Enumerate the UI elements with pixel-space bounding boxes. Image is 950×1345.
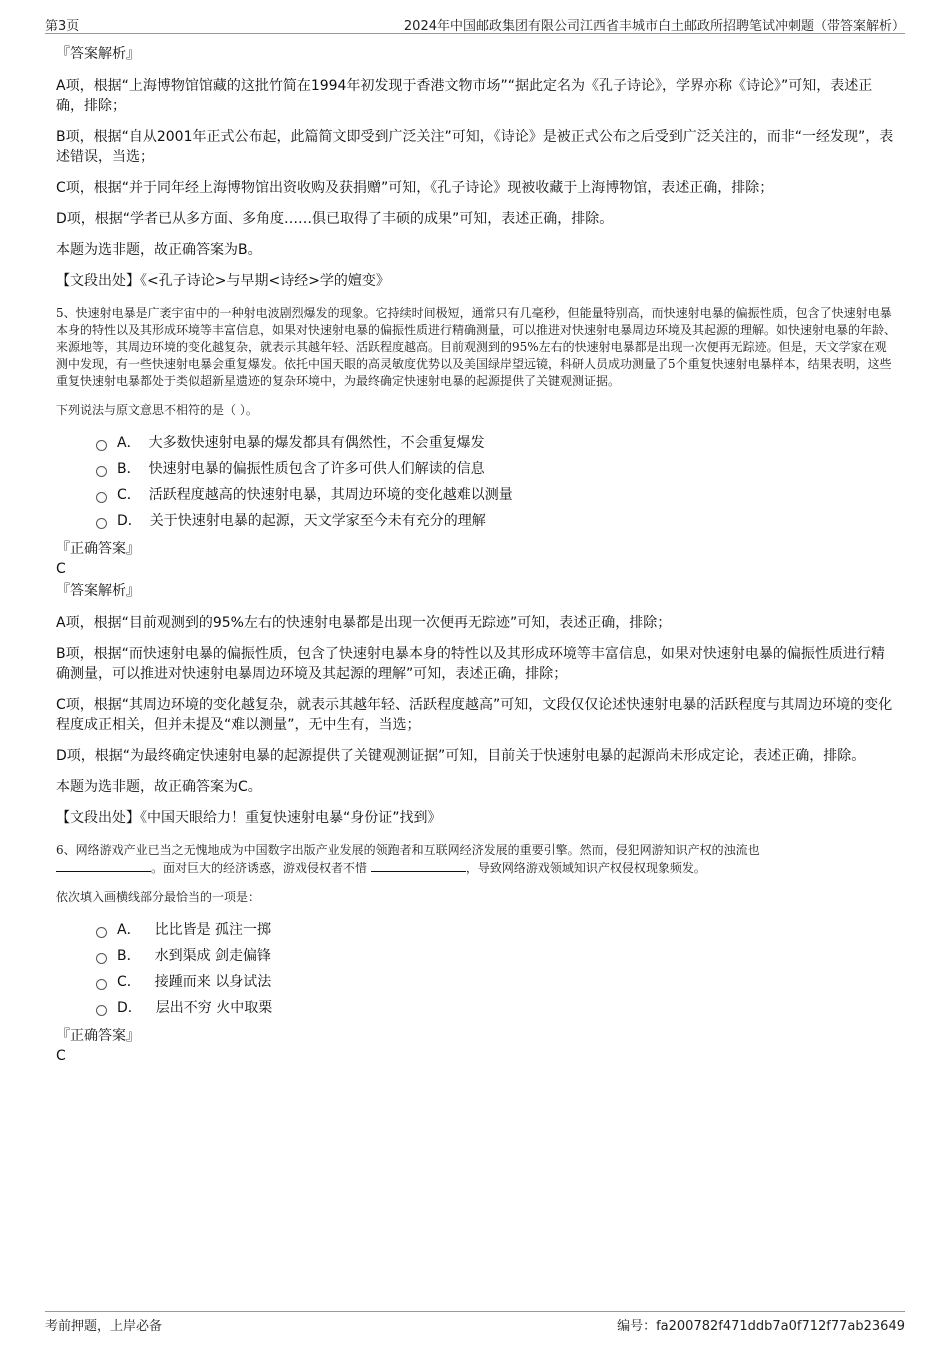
footer-slogan: 考前押题，上岸必备 <box>45 1319 163 1334</box>
q5-answer-label: 『正确答案』 <box>56 541 140 557</box>
q6-answer-label: 『正确答案』 <box>56 1028 140 1044</box>
radio-icon[interactable] <box>96 979 107 990</box>
question-6 <box>56 842 896 1066</box>
q6-option-d[interactable] <box>96 998 896 1018</box>
q4-analysis-c: C项，根据“并于同年经上海博物馆出资收购及获捐赠”可知，《孔子诗论》现被收藏于上海博物馆，表述正确，排除； <box>56 180 774 196</box>
option-letter: D． <box>117 1000 142 1016</box>
radio-icon[interactable] <box>96 492 107 503</box>
question-5 <box>56 305 896 828</box>
q5-option-a[interactable] <box>96 433 896 453</box>
q6-options <box>96 920 896 1018</box>
q6-option-c[interactable] <box>96 972 896 992</box>
option-letter: C． <box>117 974 141 990</box>
radio-icon[interactable] <box>96 466 107 477</box>
radio-icon[interactable] <box>96 927 107 938</box>
q5-analysis-label: 『答案解析』 <box>56 583 140 599</box>
q6-option-a[interactable] <box>96 920 896 940</box>
q4-analysis-a: A项，根据“上海博物馆馆藏的这批竹简在1994年初发现于香港文物市场”“据此定名为《孔子诗论》，学界亦称《诗论》”可知，表述正确，排除； <box>56 78 873 114</box>
q5-text: 5、快速射电暴是广袤宇宙中的一种射电波剧烈爆发的现象。它持续时间极短，通常只有几毫秒，但能量特别高，而快速射电暴的偏振性质，包含了快速射电暴本身的特性以及其形成环境等丰富信息，如果对快速射电暴的偏振性质进行精确测量，可以推进对快速射电暴周边环境及其起源的理解。如快速射电暴的年龄、来源地等，其周边环境的变化越复杂，就表示其越年轻、活跃程度越高。目前观测到的95%左右的快速射电暴都是出现一次便再无踪迹。但是，天文学家在观测中发现，有一些快速射电暴会重复爆发。依托中国天眼的高灵敏度优势以及美国绿岸望远镜，科研人员成功测量了5个重复快速射电暴样本，结果表明，这些重复快速射电暴都处于类似超新星遗迹的复杂环境中，为最终确定快速射电暴的起源提供了关键观测证据。 <box>56 306 897 388</box>
q5-option-b[interactable] <box>96 459 896 479</box>
q4-analysis <box>56 44 896 291</box>
q4-conclusion: 本题为选非题，故正确答案为B。 <box>56 242 262 258</box>
radio-icon[interactable] <box>96 1005 107 1016</box>
option-letter: B． <box>117 948 141 964</box>
option-text: 水到渠成 剑走偏锋 <box>154 948 272 964</box>
option-text: 快速射电暴的偏振性质包含了许多可供人们解读的信息 <box>148 461 485 477</box>
option-text: 关于快速射电暴的起源，天文学家至今未有充分的理解 <box>149 513 486 529</box>
q6-text <box>56 842 896 877</box>
option-text: 比比皆是 孤注一掷 <box>154 922 272 938</box>
q5-analysis-d: D项，根据“为最终确定快速射电暴的起源提供了关键观测证据”可知，目前关于快速射电暴的起源尚未形成定论，表述正确，排除。 <box>56 748 866 764</box>
option-letter: C． <box>117 487 141 503</box>
document-id: 编号：fa200782f471ddb7a0f712f77ab23649 <box>617 1319 905 1334</box>
q5-analysis-a: A项，根据“目前观测到的95%左右的快速射电暴都是出现一次便再无踪迹”可知，表述正确，排除； <box>56 615 672 631</box>
page-number: 第3页 <box>45 19 80 34</box>
page-content <box>56 44 896 1068</box>
q5-option-c[interactable] <box>96 485 896 505</box>
option-letter: B． <box>117 461 141 477</box>
q5-analysis-b: B项，根据“而快速射电暴的偏振性质，包含了快速射电暴本身的特性以及其形成环境等丰富信息，如果对快速射电暴的偏振性质进行精确测量，可以推进对快速射电暴周边环境及其起源的理解”可知，表述正确，排除； <box>56 646 885 682</box>
q5-source: 【文段出处】《中国天眼给力！重复快速射电暴“身份证”找到》 <box>56 810 442 826</box>
q6-prompt: 依次填入画横线部分最恰当的一项是： <box>56 890 261 904</box>
option-letter: A． <box>117 922 141 938</box>
q5-options <box>96 433 896 531</box>
option-text: 活跃程度越高的快速射电暴，其周边环境的变化越难以测量 <box>148 487 513 503</box>
page-header <box>45 15 905 34</box>
option-letter: D． <box>117 513 142 529</box>
q5-option-d[interactable] <box>96 511 896 531</box>
fill-blank-2 <box>371 859 466 872</box>
q6-text-part1: 6、网络游戏产业已当之无愧地成为中国数字出版产业发展的领跑者和互联网经济发展的重要引擎。然而，侵犯网游知识产权的浊流也 <box>56 843 760 857</box>
q4-analysis-b: B项，根据“自从2001年正式公布起，此篇简文即受到广泛关注”可知，《诗论》是被正式公布之后受到广泛关注的，而非“一经发现”，表述错误，当选； <box>56 129 894 165</box>
radio-icon[interactable] <box>96 518 107 529</box>
option-text: 大多数快速射电暴的爆发都具有偶然性，不会重复爆发 <box>148 435 485 451</box>
page-footer <box>45 1311 905 1335</box>
q6-option-b[interactable] <box>96 946 896 966</box>
option-letter: A． <box>117 435 141 451</box>
q6-answer: C <box>56 1048 66 1064</box>
q5-analysis-c: C项，根据“其周边环境的变化越复杂，就表示其越年轻、活跃程度越高”可知，文段仅仅论述快速射电暴的活跃程度与其周边环境的变化程度成正相关，但并未提及“难以测量”，无中生有，当选； <box>56 697 893 733</box>
q5-conclusion: 本题为选非题，故正确答案为C。 <box>56 779 262 795</box>
option-text: 接踵而来 以身试法 <box>154 974 272 990</box>
radio-icon[interactable] <box>96 440 107 451</box>
q6-text-part2: 。面对巨大的经济诱惑，游戏侵权者不惜 <box>151 861 368 875</box>
q5-prompt: 下列说法与原文意思不相符的是（ ）。 <box>56 403 258 417</box>
q4-source: 【文段出处】《<孔子诗论>与早期<诗经>学的嬗变》 <box>56 273 390 289</box>
document-title: 2024年中国邮政集团有限公司江西省丰城市白土邮政所招聘笔试冲刺题（带答案解析） <box>403 19 905 34</box>
q6-text-part3: ，导致网络游戏领域知识产权侵权现象频发。 <box>465 861 706 875</box>
fill-blank-1 <box>56 859 151 872</box>
q4-analysis-d: D项，根据“学者已从多方面、多角度……俱已取得了丰硕的成果”可知，表述正确，排除。 <box>56 211 614 227</box>
q4-analysis-label: 『答案解析』 <box>56 46 140 62</box>
radio-icon[interactable] <box>96 953 107 964</box>
q5-answer: C <box>56 561 66 577</box>
option-text: 层出不穷 火中取栗 <box>155 1000 273 1016</box>
